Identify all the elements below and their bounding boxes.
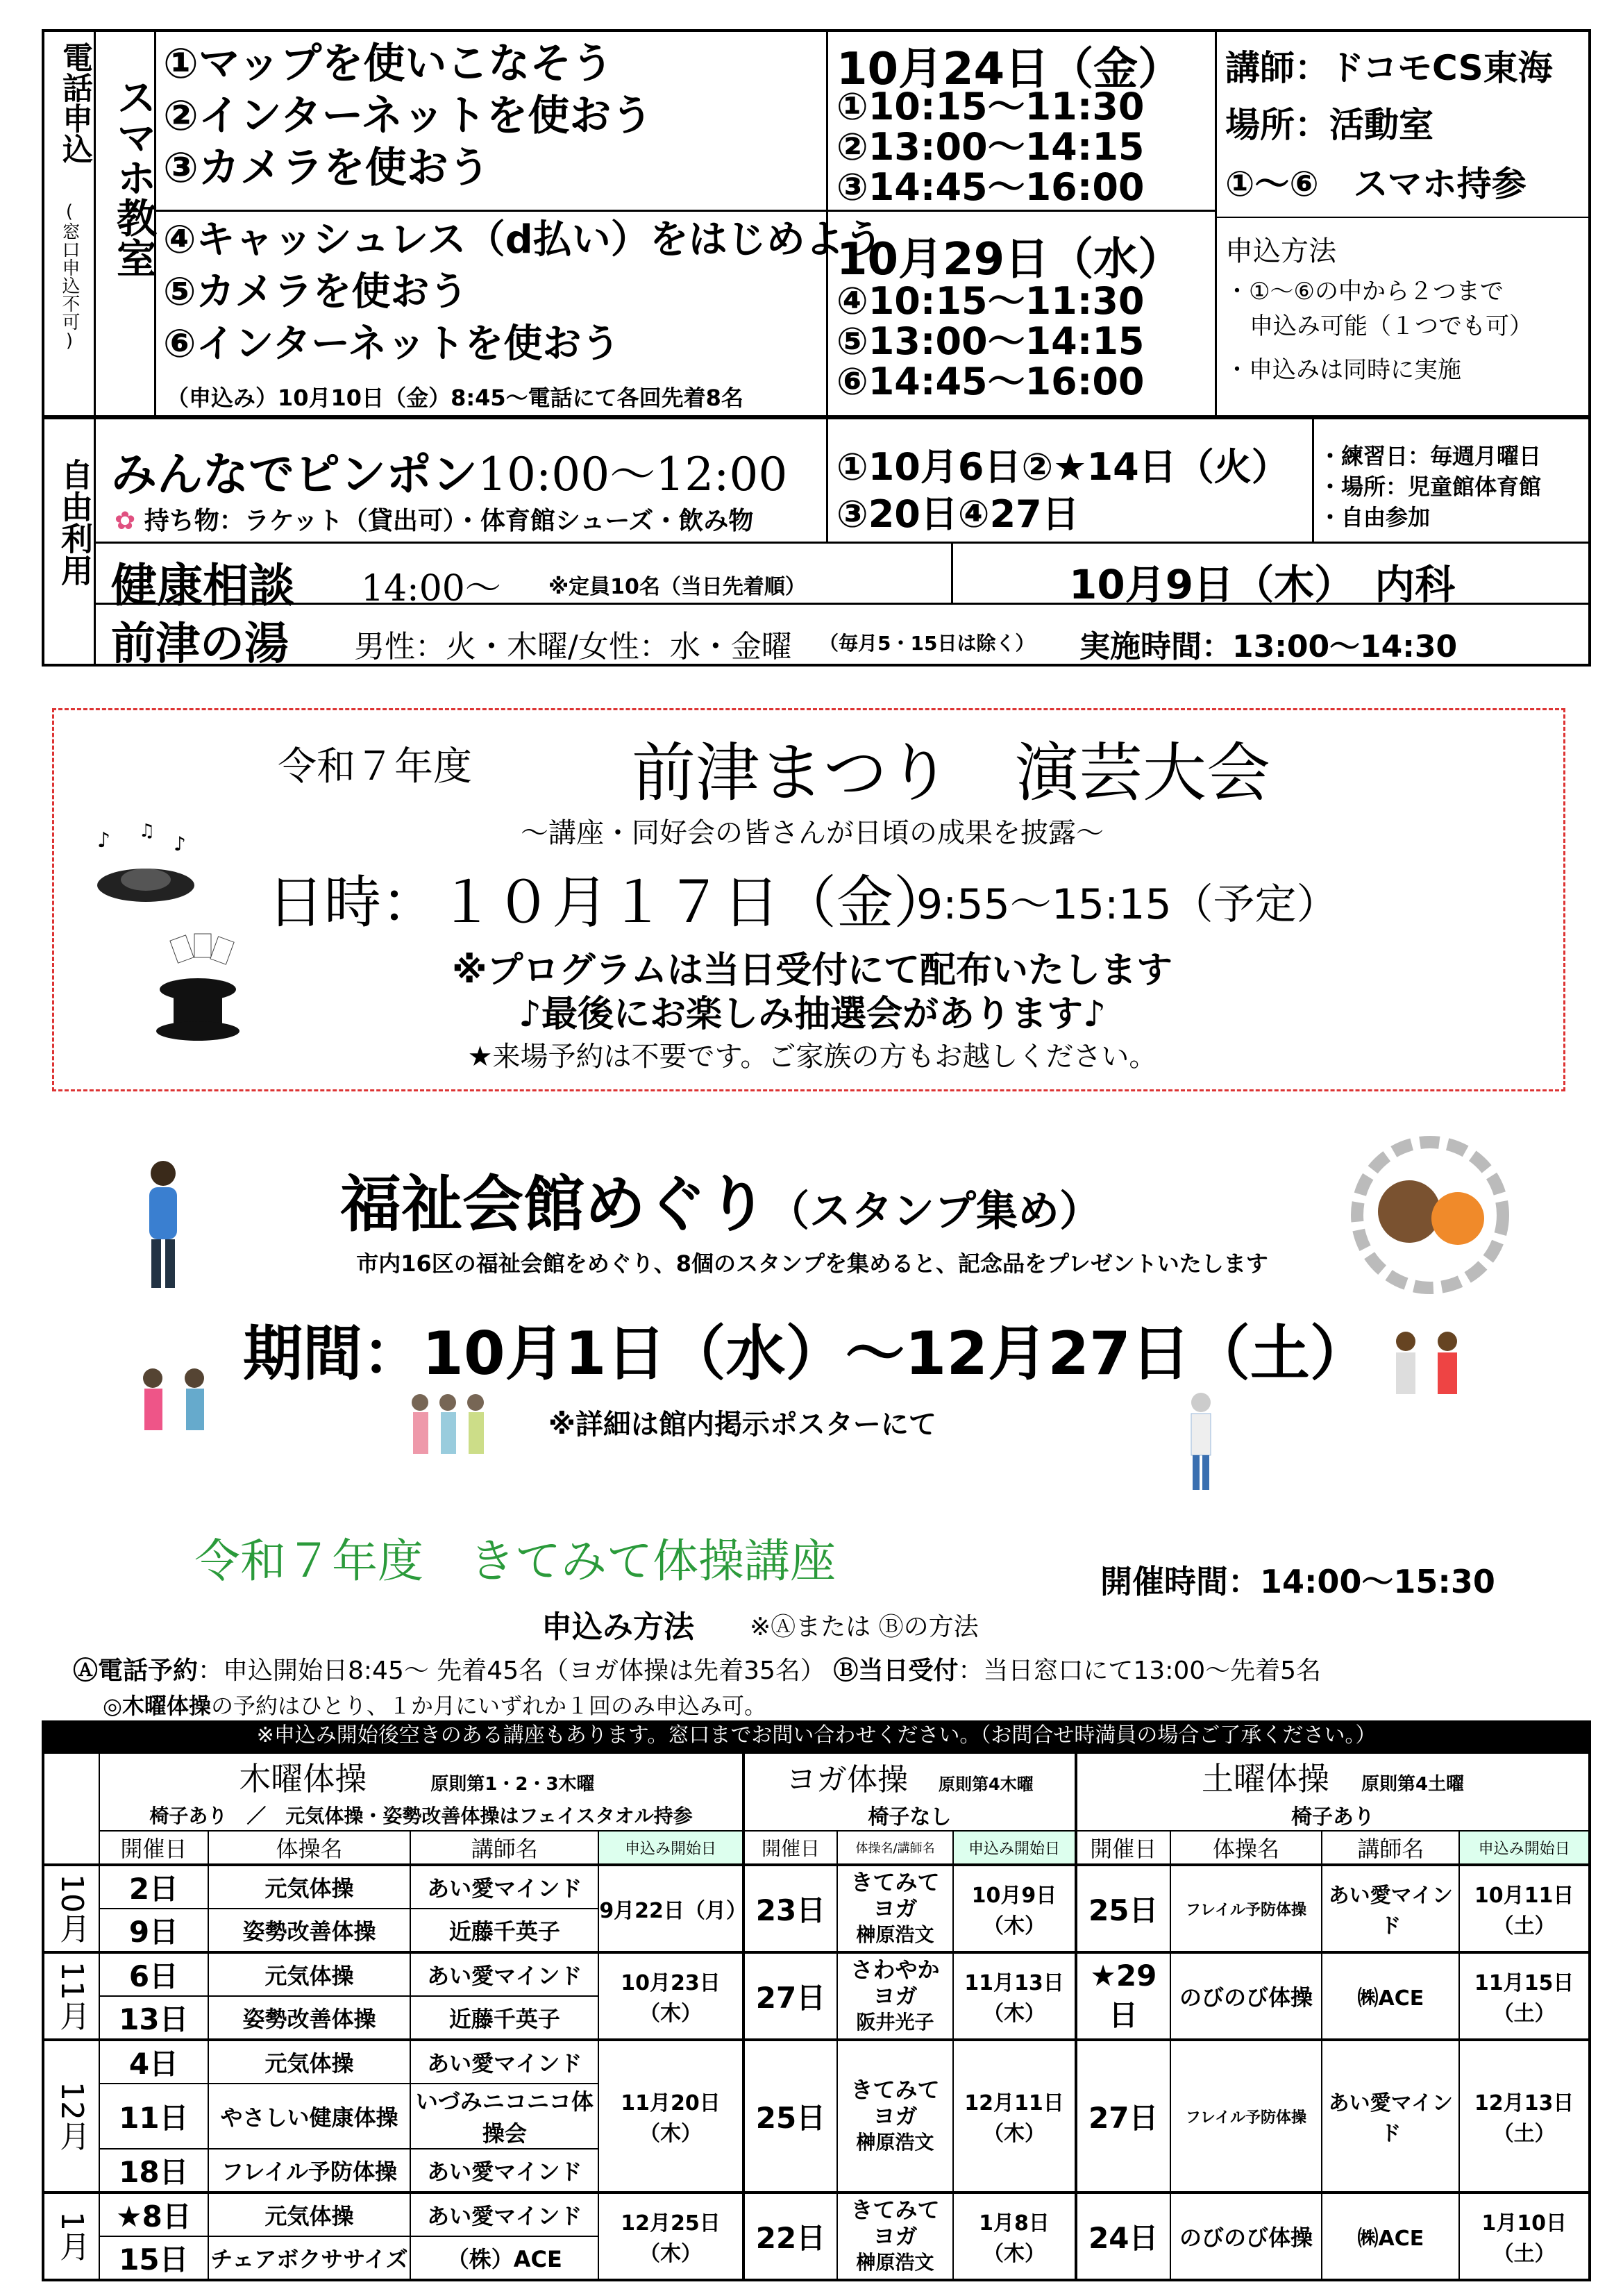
yoga-start: 12月11日（木）: [953, 2040, 1076, 2193]
pingpong-dates-1: ①10月6日②★14日（火）: [836, 445, 1289, 489]
col-yoga-rule: 原則第4木曜: [939, 1775, 1034, 1794]
thu-date: 11日: [99, 2084, 208, 2149]
yoga-date: 25日: [743, 2040, 837, 2193]
month-cell: 11月: [43, 1952, 99, 2040]
thu-name: 元気体操: [208, 1865, 411, 1909]
svg-text:♫: ♫: [139, 823, 155, 841]
h-sat-start: 申込み開始日: [1459, 1831, 1590, 1865]
festival-date: 日時：１０月１７日（金）: [267, 870, 951, 936]
course-5: ⑤カメラを使おう: [163, 269, 469, 315]
h-sat-teacher: 講師名: [1322, 1831, 1459, 1865]
sat-name: フレイル予防体操: [1170, 1865, 1322, 1952]
sat-teacher: ㈱ACE: [1322, 2193, 1459, 2280]
pingpong-name: みんなでピンポン: [111, 448, 478, 501]
course-list-b: [163, 214, 883, 370]
thu-start: 11月20日（木）: [598, 2040, 743, 2193]
exercise-banner: ※申込み開始後空きのある講座もあります。窓口までお問い合わせください。（お問合せ時満員の場合ご了承ください。）: [42, 1720, 1591, 1751]
thu-date: 18日: [99, 2149, 208, 2193]
practice-2: ・場所：児童館体育館: [1319, 474, 1542, 500]
thu-teacher: 近藤千英子: [410, 1909, 598, 1952]
h-thu-start: 申込み開始日: [598, 1831, 743, 1865]
thursday-note: [103, 1689, 766, 1720]
course-3: ③カメラを使おう: [163, 144, 490, 192]
health-note: ※定員10名（当日先着順）: [548, 575, 806, 599]
magic-hat-icon: [146, 930, 250, 1048]
time-a2: ②13:00～14:15: [836, 125, 1145, 169]
table-row: [43, 1952, 1590, 1996]
col-thu: 木曜体操: [239, 1760, 367, 1798]
bath-time: 実施時間：13:00～14:30: [1079, 629, 1458, 664]
apply-method-1: ・①～⑥の中から２つまで: [1225, 278, 1504, 305]
month-cell: 10月: [43, 1865, 99, 1952]
thu-name: 元気体操: [208, 2193, 411, 2236]
free-label: 自由利用: [56, 458, 94, 586]
thu-teacher: 近藤千英子: [410, 1996, 598, 2040]
thu-teacher: あい愛マインド: [410, 1865, 598, 1909]
thu-date: 9日: [99, 1909, 208, 1952]
stamp-detail: ※詳細は館内掲示ポスターにて: [548, 1409, 936, 1441]
thu-name: 姿勢改善体操: [208, 1996, 411, 2040]
apply-method-1b: 申込み可能（１つでも可）: [1250, 312, 1533, 340]
svg-text:♪: ♪: [97, 828, 111, 853]
phone-label: 電話申込: [57, 42, 92, 164]
sat-name: フレイル予防体操: [1170, 2040, 1322, 2193]
yoga-teacher: 榊原浩文: [856, 2251, 934, 2274]
col-thu-sub: 椅子あり ／ 元気体操・姿勢改善体操はフェイスタオル持参: [99, 1800, 743, 1831]
apply-title: 申込み方法: [541, 1609, 694, 1645]
thu-name: チェアボクササイズ: [208, 2236, 411, 2280]
time-b3: ⑥14:45～16:00: [836, 360, 1145, 403]
bath-note: （毎月5・15日は除く）: [819, 632, 1035, 655]
bring: ①～⑥ スマホ持参: [1225, 164, 1527, 204]
sat-start: 1月10日（土）: [1459, 2193, 1590, 2280]
apply-a-text: ：申込開始日8:45～ 先着45名（ヨガ体操は先着35名）: [198, 1657, 825, 1685]
thu-teacher: あい愛マインド: [410, 2149, 598, 2193]
thu-date: 4日: [99, 2040, 208, 2084]
date-b: 10月29日（水）: [836, 234, 1183, 285]
thu-start: 9月22日（月）: [598, 1865, 743, 1952]
pingpong-title: [111, 437, 787, 503]
exercise-title: 令和７年度 きてみて体操講座: [194, 1534, 836, 1588]
time-b2: ⑤13:00～14:15: [836, 319, 1145, 363]
sat-date: 25日: [1076, 1865, 1170, 1952]
col-sat: 土曜体操: [1201, 1760, 1329, 1798]
time-a3: ③14:45～16:00: [836, 165, 1145, 209]
table-row: [43, 1865, 1590, 1909]
festival-title: 前津まつり 演芸大会: [632, 736, 1271, 810]
yoga-start: 11月13日（木）: [953, 1952, 1076, 2040]
sat-start: 12月13日（土）: [1459, 2040, 1590, 2193]
yoga-name-teacher: [837, 1865, 953, 1952]
thu-date: ★8日: [99, 2193, 208, 2236]
h-yoga-name: 体操名/講師名: [837, 1831, 953, 1865]
col-yoga: ヨガ体操: [786, 1762, 909, 1798]
yoga-name-teacher: [837, 1952, 953, 2040]
sat-start: 10月11日（土）: [1459, 1865, 1590, 1952]
pingpong-time: 10:00～12:00: [478, 448, 788, 501]
sat-date: 27日: [1076, 2040, 1170, 2193]
yoga-name: きてみて ヨガ: [850, 2077, 940, 2129]
stamp-desc: 市内16区の福祉会館をめぐり、8個のスタンプを集めると、記念品をプレゼントいたします: [356, 1250, 1268, 1277]
thu-name: やさしい健康体操: [208, 2084, 411, 2149]
thu-name: 元気体操: [208, 1952, 411, 1996]
elder-walker-icon: [1166, 1389, 1236, 1493]
sat-teacher: あい愛マインド: [1322, 1865, 1459, 1952]
couple-icon: [1378, 1326, 1475, 1430]
apply-b-label: Ⓑ当日受付: [833, 1657, 959, 1685]
thu-date: 13日: [99, 1996, 208, 2040]
sat-date: 24日: [1076, 2193, 1170, 2280]
walker-icon: [125, 1156, 201, 1295]
h-yoga-start: 申込み開始日: [953, 1831, 1076, 1865]
col-yoga-sub: 椅子なし: [743, 1800, 1076, 1831]
thu-teacher: あい愛マインド: [410, 2193, 598, 2236]
thu-teacher: あい愛マインド: [410, 2040, 598, 2084]
col-sat-rule: 原則第4土曜: [1361, 1774, 1465, 1795]
lecturer: 講師：ドコモCS東海: [1225, 48, 1553, 88]
thu-date: 6日: [99, 1952, 208, 1996]
table-row: [43, 2193, 1590, 2236]
course-2: ②インターネットを使おう: [163, 92, 653, 140]
thu-name: 姿勢改善体操: [208, 1909, 411, 1952]
sat-start: 11月15日（土）: [1459, 1952, 1590, 2040]
yoga-teacher: 阪井光子: [856, 2011, 934, 2034]
thu-start: 10月23日（木）: [598, 1952, 743, 2040]
apply-method-title: 申込方法: [1225, 235, 1336, 267]
thursday-note-text: の予約はひとり、１か月にいずれか１回のみ申込み可。: [210, 1693, 766, 1719]
shoppers-icon: [399, 1389, 496, 1472]
smartphone-label: スマホ教室: [110, 76, 157, 278]
stamp-title-main: 福祉会館めぐり: [340, 1168, 768, 1240]
schedule-body: [43, 1865, 1590, 2280]
exercise-table: [42, 1751, 1591, 2281]
festival-subtitle: ～講座・同好会の皆さんが日頃の成果を披露～: [521, 817, 1104, 849]
thursday-note-label: ◎木曜体操: [103, 1693, 211, 1719]
apply-a-line: [73, 1651, 1321, 1686]
bath-text: 男性：火・木曜/女性：水・金曜: [354, 629, 792, 664]
apply-sub: ※Ⓐまたは Ⓑの方法: [750, 1613, 979, 1641]
yoga-date: 23日: [743, 1865, 837, 1952]
apply-method-2: ・申込みは同時に実施: [1225, 356, 1461, 384]
pingpong-items: [115, 501, 753, 537]
thu-teacher: いづみニコニコ体操会: [410, 2084, 598, 2149]
h-yoga-date: 開催日: [743, 1831, 837, 1865]
pingpong-dates-2: ③20日④27日: [836, 492, 1079, 536]
thu-date: 15日: [99, 2236, 208, 2280]
yoga-name: きてみて ヨガ: [850, 1869, 940, 1922]
month-cell: 1月: [43, 2193, 99, 2280]
sat-date: ★29日: [1076, 1952, 1170, 2040]
yoga-date: 22日: [743, 2193, 837, 2280]
time-b1: ④10:15～11:30: [836, 279, 1145, 323]
yoga-date: 27日: [743, 1952, 837, 2040]
course-1: ①マップを使いこなそう: [163, 40, 614, 88]
times-a: [836, 87, 1145, 208]
health-time: 14:00～: [361, 568, 501, 610]
yoga-teacher: 榊原浩文: [856, 2131, 934, 2154]
col-sat-sub: 椅子あり: [1076, 1800, 1590, 1831]
course-4: ④キャッシュレス（d払い）をはじめよう: [163, 217, 883, 262]
apply-line: （申込み）10月10日（金）8:45～電話にて各回先着8名: [167, 385, 743, 411]
health-title: 健康相談: [111, 559, 294, 612]
yoga-start: 1月8日（木）: [953, 2193, 1076, 2280]
stamp-period: 期間：10月1日（水）～12月27日（土）: [243, 1319, 1370, 1389]
yoga-name-teacher: [837, 2193, 953, 2280]
yoga-name-teacher: [837, 2040, 953, 2193]
sat-name: のびのび体操: [1170, 2193, 1322, 2280]
exercise-time: 開催時間：14:00～15:30: [1100, 1563, 1495, 1600]
h-sat-name: 体操名: [1170, 1831, 1322, 1865]
pingpong-items-text: 持ち物：ラケット（貸出可）・体育館シューズ・飲み物: [144, 507, 754, 535]
stamp-title: [340, 1156, 1101, 1243]
yoga-name: きてみて ヨガ: [850, 2197, 940, 2249]
thu-name: フレイル予防体操: [208, 2149, 411, 2193]
flower-icon: ✿: [115, 507, 136, 535]
course-6: ⑥インターネットを使おう: [163, 321, 621, 367]
h-thu-name: 体操名: [208, 1831, 411, 1865]
date-a: 10月24日（金）: [836, 44, 1183, 95]
month-cell: 12月: [43, 2040, 99, 2193]
sat-teacher: ㈱ACE: [1322, 1952, 1459, 2040]
place: 場所：活動室: [1225, 105, 1433, 145]
stamp-title-sub: （スタンプ集め）: [768, 1187, 1102, 1236]
h-sat-date: 開催日: [1076, 1831, 1170, 1865]
phone-note: (窓口申込不可): [59, 201, 80, 351]
practice-1: ・練習日：毎週月曜日: [1319, 443, 1542, 469]
table-row: [43, 2040, 1590, 2084]
thu-teacher: （株）ACE: [410, 2236, 598, 2280]
yoga-teacher: 榊原浩文: [856, 1923, 934, 1946]
apply-b-text: ：当日窓口にて13:00～先着5名: [958, 1657, 1322, 1685]
thu-teacher: あい愛マインド: [410, 1952, 598, 1996]
stamp-ring-icon: [1319, 1132, 1541, 1298]
h-thu-date: 開催日: [99, 1831, 208, 1865]
festival-note3: ★来場予約は不要です。ご家族の方もお越しください。: [467, 1041, 1157, 1073]
apply-a-label: Ⓐ電話予約: [73, 1657, 199, 1685]
sat-teacher: あい愛マインド: [1322, 2040, 1459, 2193]
time-a1: ①10:15～11:30: [836, 85, 1145, 128]
health-date: 10月9日（木） 内科: [1069, 561, 1456, 608]
practice-3: ・自由参加: [1319, 504, 1431, 530]
music-hat-icon: [90, 823, 201, 920]
svg-text:♪: ♪: [174, 832, 186, 855]
festival-note1: ※プログラムは当日受付にて配布いたします: [451, 950, 1173, 991]
bath-title: 前津の湯: [111, 619, 289, 670]
thu-start: 12月25日（木）: [598, 2193, 743, 2280]
festival-year: 令和７年度: [278, 744, 472, 789]
thu-name: 元気体操: [208, 2040, 411, 2084]
course-list-a: [163, 38, 653, 194]
festival-note2: ♪最後にお楽しみ抽選会があります♪: [518, 994, 1107, 1035]
walkers-group-icon: [125, 1361, 236, 1458]
sat-name: のびのび体操: [1170, 1952, 1322, 2040]
yoga-start: 10月9日（木）: [953, 1865, 1076, 1952]
festival-time: 9:55～15:15（予定）: [916, 880, 1338, 929]
col-thu-rule: 原則第1・2・3木曜: [430, 1774, 595, 1795]
h-thu-teacher: 講師名: [410, 1831, 598, 1865]
thu-date: 2日: [99, 1865, 208, 1909]
times-b: [836, 281, 1145, 402]
yoga-name: さわやか ヨガ: [850, 1956, 940, 2009]
